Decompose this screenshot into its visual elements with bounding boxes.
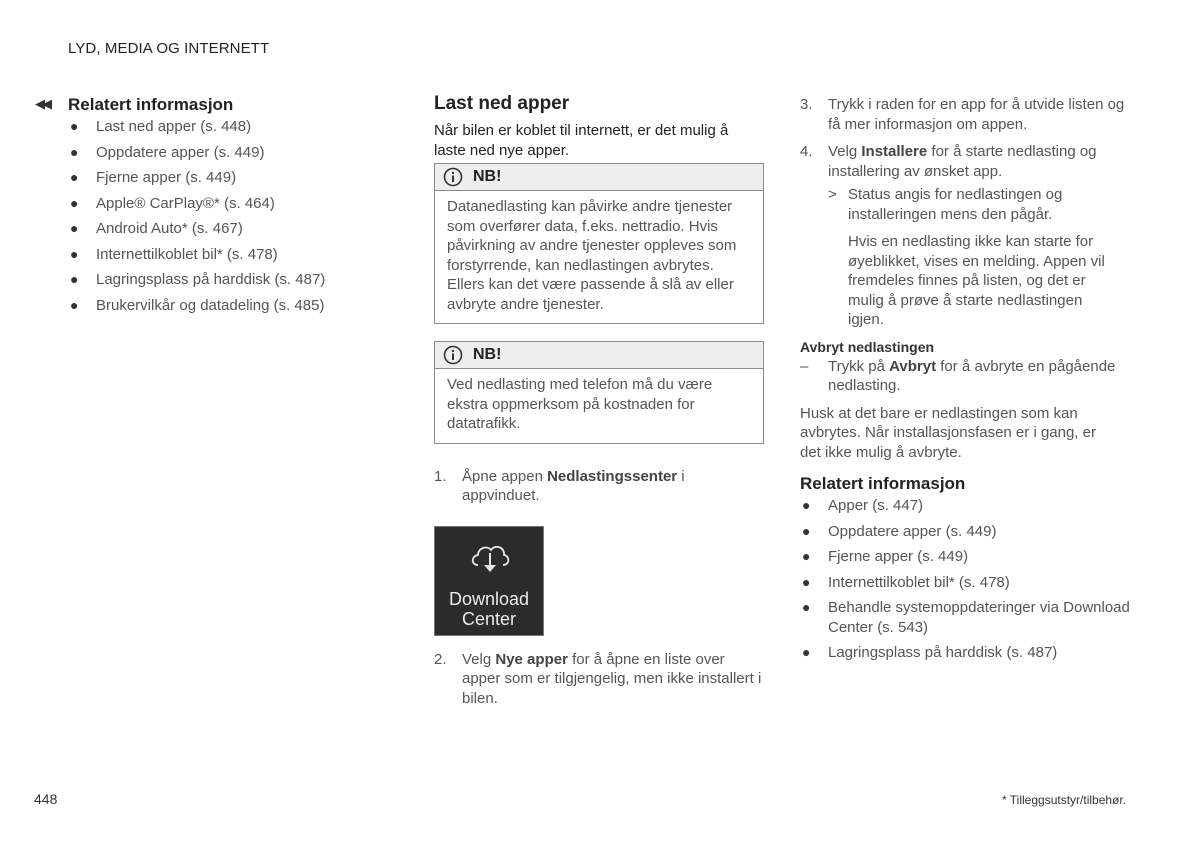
step-2: 2. Velg Nye apper for å åpne en liste over apper som er tilgjengelig, men ikke installert i bilen.: [434, 650, 762, 707]
step-1: 1. Åpne appen Nedlastingssenter i appvinduet.: [434, 467, 685, 504]
related-list-right: [800, 496, 1132, 663]
menu-option: Avbryt: [889, 357, 937, 375]
note-title: NB!: [473, 168, 502, 185]
note-text: Ved nedlasting med telefon må du være ekstra oppmerksom på kostnaden for datatrafikk.: [447, 376, 713, 432]
article-title: Last ned apper: [434, 93, 570, 114]
page-number: 448: [34, 791, 58, 807]
tile-label: Download Center: [448, 588, 530, 629]
note-header: [435, 342, 763, 369]
step-result: > Status angis for nedlastingen og installeringen mens den pågår.: [828, 186, 1063, 223]
note-header: [435, 164, 763, 191]
related-link[interactable]: ● Fjerne apper (s. 449): [70, 169, 237, 186]
cancel-heading: Avbryt nedlastingen: [800, 338, 935, 355]
related-link[interactable]: ● Internettilkoblet bil* (s. 478): [70, 245, 278, 263]
related-link[interactable]: ● Lagringsplass på harddisk (s. 487): [70, 271, 326, 288]
related-link[interactable]: ● Apper (s. 447): [802, 497, 924, 514]
menu-option: Installere: [861, 143, 928, 160]
related-link[interactable]: ● Internettilkoblet bil* (s. 478): [802, 573, 1010, 591]
cloud-download-icon: [468, 539, 512, 579]
related-link[interactable]: ● Oppdatere apper (s. 449): [70, 143, 265, 161]
app-name: Nedlastingssenter: [547, 467, 678, 485]
related-heading-right: Relatert informasjon: [800, 474, 966, 493]
footnote: * Tilleggsutstyr/tilbehør.: [1002, 793, 1127, 807]
related-list-left: [68, 117, 368, 315]
related-link[interactable]: ● Last ned apper (s. 448): [70, 118, 252, 135]
info-icon: [443, 167, 463, 187]
article-continued: [800, 95, 1132, 669]
note-box: [434, 341, 764, 444]
note-title: NB!: [473, 346, 502, 363]
info-icon: [443, 345, 463, 365]
section-header: LYD, MEDIA OG INTERNETT: [68, 40, 270, 57]
cancel-note: Husk at det bare er nedlastingen som kan avbrytes. Når installasjonsfasen er i gang, er det ikke mulig å avbryte.: [800, 404, 1096, 461]
cancel-step: – Trykk på Avbryt for å avbryte en pågående nedlasting.: [800, 357, 1116, 394]
double-left-arrow-icon[interactable]: ◀◀: [35, 96, 49, 111]
related-link[interactable]: ● Behandle systemoppdateringer via Download Center (s. 543): [802, 599, 1130, 636]
menu-option: Nye apper: [495, 650, 568, 668]
related-link[interactable]: ● Fjerne apper (s. 449): [802, 548, 969, 565]
related-info-left: [68, 95, 368, 321]
related-heading-left: Relatert informasjon: [68, 95, 234, 114]
article-intro: Når bilen er koblet til internett, er det mulig å laste ned nye apper.: [434, 122, 729, 159]
note-box: [434, 163, 764, 324]
step-4: 4. Velg Installere for å starte nedlasting og installering av ønsket app.: [800, 143, 1097, 180]
note-text: Datanedlasting kan påvirke andre tjenester som overfører data, f.eks. nettradio. Hvis påvirkning av andre tjenester oppleves som forstyrrende, kan nedlastingen avbrytes. Ellers kan det være passende å slå av eller avbryte andre tjenester.: [447, 198, 737, 313]
related-link[interactable]: ● Brukervilkår og datadeling (s. 485): [70, 296, 325, 314]
related-link[interactable]: ● Lagringsplass på harddisk (s. 487): [802, 644, 1058, 661]
related-link[interactable]: ● Apple® CarPlay®* (s. 464): [70, 194, 275, 212]
step-result-note: Hvis en nedlasting ikke kan starte for øyeblikket, vises en melding. Appen vil fremdeles finnes på listen, og det er mulig å prøve å starte nedlastingen igjen.: [848, 233, 1105, 328]
related-link[interactable]: ● Android Auto* (s. 467): [70, 220, 243, 237]
step-3: 3. Trykk i raden for en app for å utvide listen og få mer informasjon om appen.: [800, 96, 1125, 133]
main-article: [434, 93, 766, 708]
download-center-tile[interactable]: [434, 526, 544, 636]
related-link[interactable]: ● Oppdatere apper (s. 449): [802, 522, 997, 540]
